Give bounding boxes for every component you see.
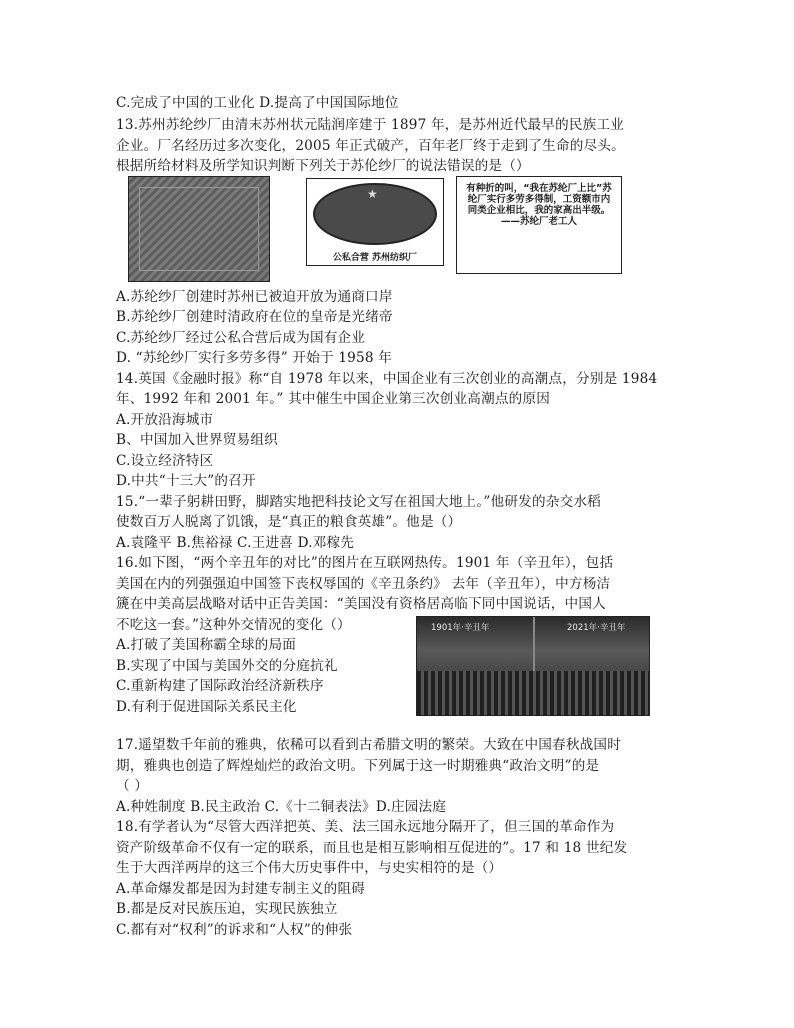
text-line: 美国在内的列强强迫中国签下丧权辱国的《辛丑条约》 去年（辛丑年），中方杨洁 [116, 576, 611, 592]
poster-text: 有种折的叫，“我在苏纶厂上比”苏纶厂实行多劳多得制，工资额市内同类企业相比，我的家高出半级。——苏纶厂老工人 [466, 183, 612, 227]
text-line: D. “苏纶纱厂实行多劳多得” 开始于 1958 年 [116, 350, 393, 366]
text-line: A.开放沿海城市 [116, 412, 214, 428]
photo-label-2021: 2021年·辛丑年 [567, 623, 626, 633]
seal-caption: 公私合营 苏州纺织厂 [332, 253, 418, 263]
text-line: C.都有对“权利”的诉求和“人权”的伸张 [116, 922, 353, 938]
text-line: D.中共“十三大”的召开 [116, 473, 256, 489]
text-line: 18.有学者认为“尽管大西洋把英、美、法三国永远地分隔开了，但三国的革命作为 [116, 819, 615, 835]
text-line: A.苏纶纱厂创建时苏州已被迫开放为通商口岸 [116, 289, 393, 305]
photo-two-xinchou-years [416, 616, 650, 716]
text-line: 17.遥望数千年前的雅典，依稀可以看到古希腊文明的繁荣。大致在中国春秋战国时 [116, 737, 621, 753]
text-line: 期，雅典也创造了辉煌灿烂的政治文明。下列属于这一时期雅典“政治文明”的是 [116, 758, 600, 774]
text-line: B.都是反对民族压迫，实现民族独立 [116, 901, 338, 917]
text-line: 资产阶级革命不仅有一定的联系，而且也是相互影响相互促进的”。17 和 18 世纪发 [116, 840, 628, 856]
text-line: 生于大西洋两岸的这三个伟大历史事件中，与史实相符的是（） [116, 860, 503, 876]
text-line: 篪在中美高层战略对话中正告美国：“美国没有资格居高临下同中国说话，中国人 [116, 596, 606, 612]
text-line: 15.“一辈子躬耕田野，脚踏实地把科技论文写在祖国大地上。”他研发的杂交水稻 [116, 494, 601, 510]
text-line: A.种姓制度 B.民主政治 C.《十二铜表法》D.庄园法庭 [116, 799, 447, 815]
text-line: D.有利于促进国际关系民主化 [116, 699, 297, 715]
text-line: C.苏纶纱厂经过公私合营后成为国有企业 [116, 330, 366, 346]
text-line: （ ） [116, 778, 149, 794]
text-line: A.革命爆发都是因为封建专制主义的阻碍 [116, 881, 366, 897]
text-line: A.袁隆平 B.焦裕禄 C.王进喜 D.邓稼先 [116, 535, 355, 551]
text-line: C.完成了中国的工业化 D.提高了中国国际地位 [116, 95, 399, 111]
text-line: 使数百万人脱离了饥饿，是“真正的粮食英雄”。他是（） [116, 514, 462, 530]
text-line: 不吃这一套。”这种外交情况的变化（） [116, 617, 351, 633]
text-line: 年、1992 年和 2001 年。” 其中催生中国企业第三次创业高潮点的原因 [116, 391, 551, 407]
text-line: B.苏纶纱厂创建时清政府在位的皇帝是光绪帝 [116, 309, 393, 325]
text-line: 16.如下图，“两个辛丑年的对比”的图片在互联网热传。1901 年（辛丑年），包括 [116, 555, 614, 571]
text-line: C.重新构建了国际政治经济新秩序 [116, 678, 324, 694]
text-line: A.打破了美国称霸全球的局面 [116, 637, 297, 653]
text-line: 13.苏州苏纶纱厂由清末苏州状元陆润庠建于 1897 年，是苏州近代最早的民族工业 [116, 117, 625, 133]
photo-seal: ★ 公私合营 苏州纺织厂 [306, 178, 444, 266]
text-line: 企业。厂名经历过多次变化，2005 年正式破产，百年老厂终于走到了生命的尽头。 [116, 138, 625, 154]
text-line: 根据所给材料及所学知识判断下列关于苏伦纱厂的说法错误的是（） [116, 158, 530, 174]
text-line: B.实现了中国与美国外交的分庭抗礼 [116, 658, 338, 674]
photo-label-1901: 1901年·辛丑年 [431, 623, 490, 633]
photo-stone-plaque [128, 176, 270, 282]
poster-text-image [456, 176, 622, 274]
text-line: C.设立经济特区 [116, 453, 214, 469]
text-line: B、中国加入世界贸易组织 [116, 432, 278, 448]
text-line: 14.英国《金融时报》称“自 1978 年以来，中国企业有三次创业的高潮点，分别是 1984 [116, 371, 658, 387]
